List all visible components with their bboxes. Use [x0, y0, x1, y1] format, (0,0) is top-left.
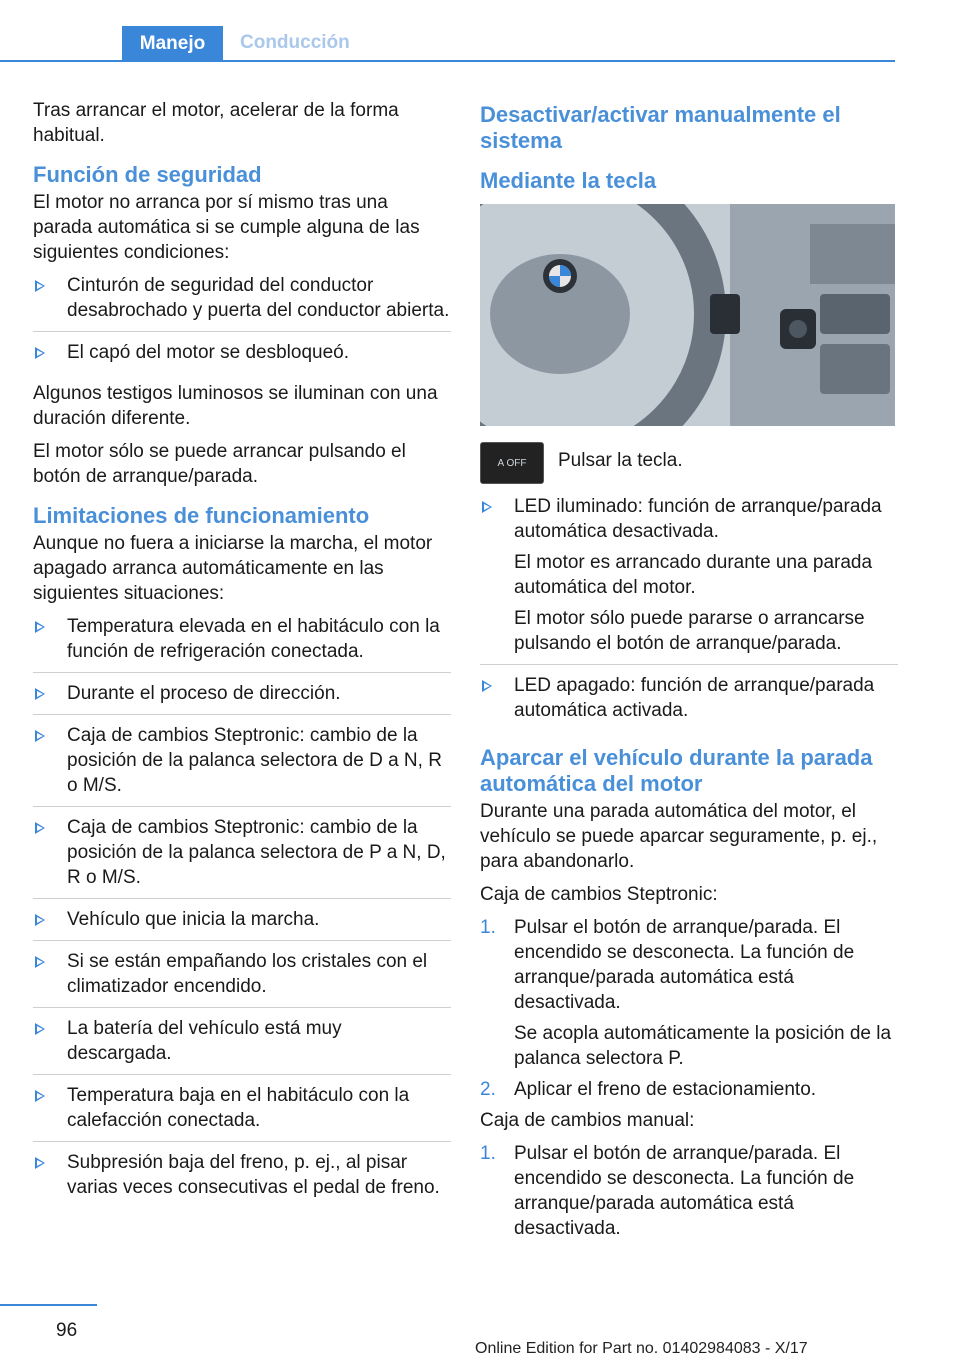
heading-limitaciones: Limitaciones de funcionamiento [33, 503, 370, 528]
list-item: 1. Pulsar el botón de arranque/parada. El encendido se desconecta. La función de arranque/parada automática está desactivada. Se acopla automáticamente la posición de la palanca selectora P. [480, 917, 892, 1069]
seguridad-list [33, 273, 451, 373]
pulsar-tecla-text: Pulsar la tecla. [558, 450, 683, 471]
auto-start-stop-off-button-icon: A OFF [480, 442, 544, 484]
footer-rule [0, 1304, 97, 1306]
triangle-bullet-icon [482, 680, 492, 692]
tab-conduccion[interactable]: Conducción [240, 32, 350, 53]
triangle-bullet-icon [35, 621, 45, 633]
list-item: LED iluminado: función de arranque/parada automática desactivada. El motor es arrancado durante una parada automática del motor. El motor sólo puede pararse o arrancarse pulsando el botón de arranque/parada. [480, 494, 898, 665]
list-item: Temperatura baja en el habitáculo con la calefacción conectada. [33, 1083, 451, 1142]
left-column [33, 98, 451, 1216]
manual-steps [480, 1141, 898, 1247]
key-instruction [480, 442, 898, 484]
limitaciones-paragraph: Aunque no fuera a iniciarse la marcha, el motor apagado arranca automáticamente en las siguientes situaciones: [33, 533, 433, 604]
list-item: El capó del motor se desbloqueó. [33, 340, 451, 373]
page-number: 96 [56, 1320, 78, 1341]
triangle-bullet-icon [35, 1090, 45, 1102]
triangle-bullet-icon [482, 501, 492, 513]
boton-paragraph: El motor sólo se puede arrancar pulsando el botón de arranque/parada. [33, 441, 406, 487]
tab-manejo[interactable]: Manejo [122, 26, 223, 62]
right-column [480, 98, 898, 1247]
list-item: La batería del vehículo está muy descargada. [33, 1016, 451, 1075]
heading-aparcar: Aparcar el vehículo durante la parada automática del motor [480, 745, 873, 796]
heading-mediante-tecla: Mediante la tecla [480, 168, 657, 193]
triangle-bullet-icon [35, 347, 45, 359]
triangle-bullet-icon [35, 914, 45, 926]
limitaciones-list [33, 614, 451, 1208]
triangle-bullet-icon [35, 280, 45, 292]
led-list [480, 494, 898, 731]
triangle-bullet-icon [35, 1023, 45, 1035]
list-item: 1. Pulsar el botón de arranque/parada. El encendido se desconecta. La función de arranque/parada automática está desactivada. [480, 1143, 855, 1239]
list-item: Si se están empañando los cristales con el climatizador encendido. [33, 949, 451, 1008]
intro-paragraph: Tras arrancar el motor, acelerar de la forma habitual. [33, 100, 399, 146]
triangle-bullet-icon [35, 1157, 45, 1169]
steptronic-label: Caja de cambios Steptronic: [480, 884, 718, 905]
seguridad-paragraph: El motor no arranca por sí mismo tras una parada automática si se cumple alguna de las siguientes condiciones: [33, 192, 420, 263]
testigos-paragraph: Algunos testigos luminosos se iluminan con una duración diferente. [33, 383, 438, 429]
list-item: Temperatura elevada en el habitáculo con la función de refrigeración conectada. [33, 614, 451, 673]
chapter-tabbar [0, 26, 895, 62]
list-item: LED apagado: función de arranque/parada automática activada. [480, 673, 898, 731]
edition-footer: Online Edition for Part no. 01402984083 - X/17 [475, 1340, 808, 1357]
manual-label: Caja de cambios manual: [480, 1110, 695, 1131]
triangle-bullet-icon [35, 730, 45, 742]
steptronic-steps [480, 915, 898, 1108]
tabbar-underline [0, 60, 895, 62]
heading-desactivar-activar: Desactivar/activar manualmente el sistema [480, 102, 841, 153]
triangle-bullet-icon [35, 822, 45, 834]
steering-wheel-photo [480, 204, 895, 426]
list-item: Vehículo que inicia la marcha. [33, 907, 451, 941]
triangle-bullet-icon [35, 956, 45, 968]
heading-funcion-seguridad: Función de seguridad [33, 162, 262, 187]
list-item: 2. Aplicar el freno de estacionamiento. [480, 1079, 817, 1100]
list-item: Caja de cambios Steptronic: cambio de la posición de la palanca selectora de D a N, R o M/S. [33, 723, 451, 807]
list-item: Caja de cambios Steptronic: cambio de la posición de la palanca selectora de P a N, D, R o M/S. [33, 815, 451, 899]
aparcar-paragraph: Durante una parada automática del motor, el vehículo se puede aparcar seguramente, p. ej., para abandonarlo. [480, 801, 878, 872]
list-item: Subpresión baja del freno, p. ej., al pisar varias veces consecutivas el pedal de freno. [33, 1150, 451, 1208]
triangle-bullet-icon [35, 688, 45, 700]
list-item: Cinturón de seguridad del conductor desabrochado y puerta del conductor abierta. [33, 273, 451, 332]
steering-wheel-illustration [480, 204, 895, 426]
list-item: Durante el proceso de dirección. [33, 681, 451, 715]
